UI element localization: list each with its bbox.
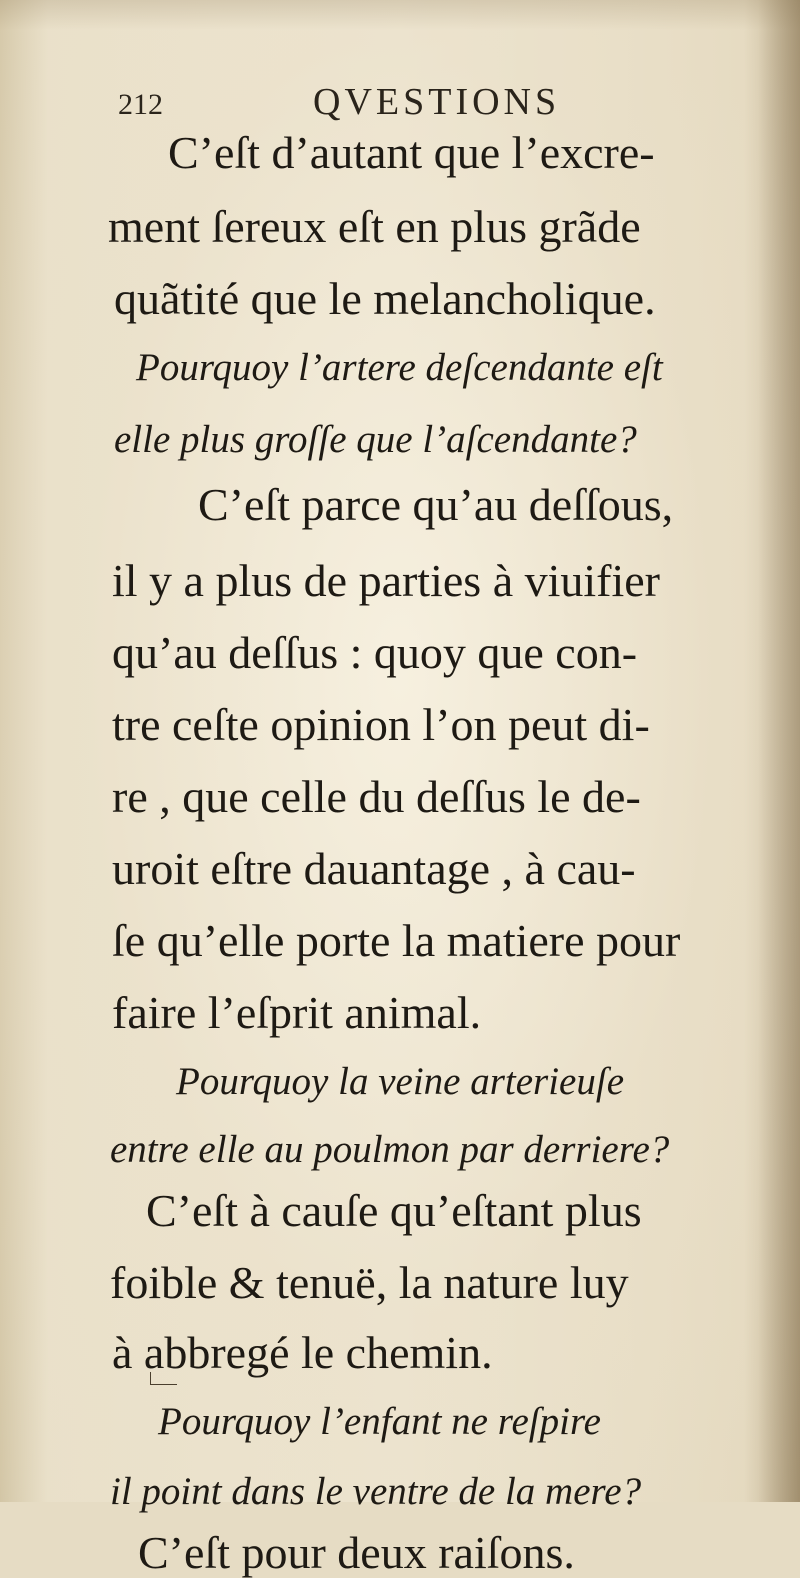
question-line: entre elle au poulmon par derriere? xyxy=(110,1128,670,1171)
answer-line: C’eſt parce qu’au deſſous, xyxy=(198,479,674,530)
answer-line: faire l’eſprit animal. xyxy=(112,987,482,1038)
page-header xyxy=(118,78,778,128)
question-line: Pourquoy la veine arterieuſe xyxy=(176,1060,625,1103)
answer-line: foible & tenuë, la nature luy xyxy=(110,1257,629,1308)
answer-line: à abbregé le chemin. xyxy=(112,1327,493,1378)
answer-line: qu’au deſſus : quoy que con- xyxy=(112,627,638,678)
question-line: Pourquoy l’artere deſcendante eſt xyxy=(136,346,663,389)
page-top-shadow xyxy=(0,0,800,30)
answer-line: ment ſereux eſt en plus grãde xyxy=(108,201,641,252)
printer-mark xyxy=(150,1372,177,1385)
question-line: Pourquoy l’enfant ne reſpire xyxy=(158,1400,601,1443)
answer-line: C’eſt d’autant que l’excre- xyxy=(168,127,655,178)
answer-line: ſe qu’elle porte la matiere pour xyxy=(112,915,681,966)
page-number: 212 xyxy=(118,88,163,121)
answer-line: re , que celle du deſſus le de- xyxy=(112,771,641,822)
question-line: elle plus groſſe que l’aſcendante? xyxy=(114,418,637,461)
answer-line: uroit eſtre dauantage , à cau- xyxy=(112,843,636,894)
answer-line: quãtité que le melancholique. xyxy=(114,273,656,324)
answer-line: tre ceſte opinion l’on peut di- xyxy=(112,699,650,750)
answer-line: C’eſt à cauſe qu’eſtant plus xyxy=(146,1185,642,1236)
page-edge-shadow xyxy=(758,0,800,1502)
answer-line: C’eſt pour deux raiſons. xyxy=(138,1527,575,1578)
question-line: il point dans le ventre de la mere? xyxy=(110,1470,642,1513)
running-title: QVESTIONS xyxy=(313,81,561,123)
answer-line: il y a plus de parties à viuifier xyxy=(112,555,661,606)
